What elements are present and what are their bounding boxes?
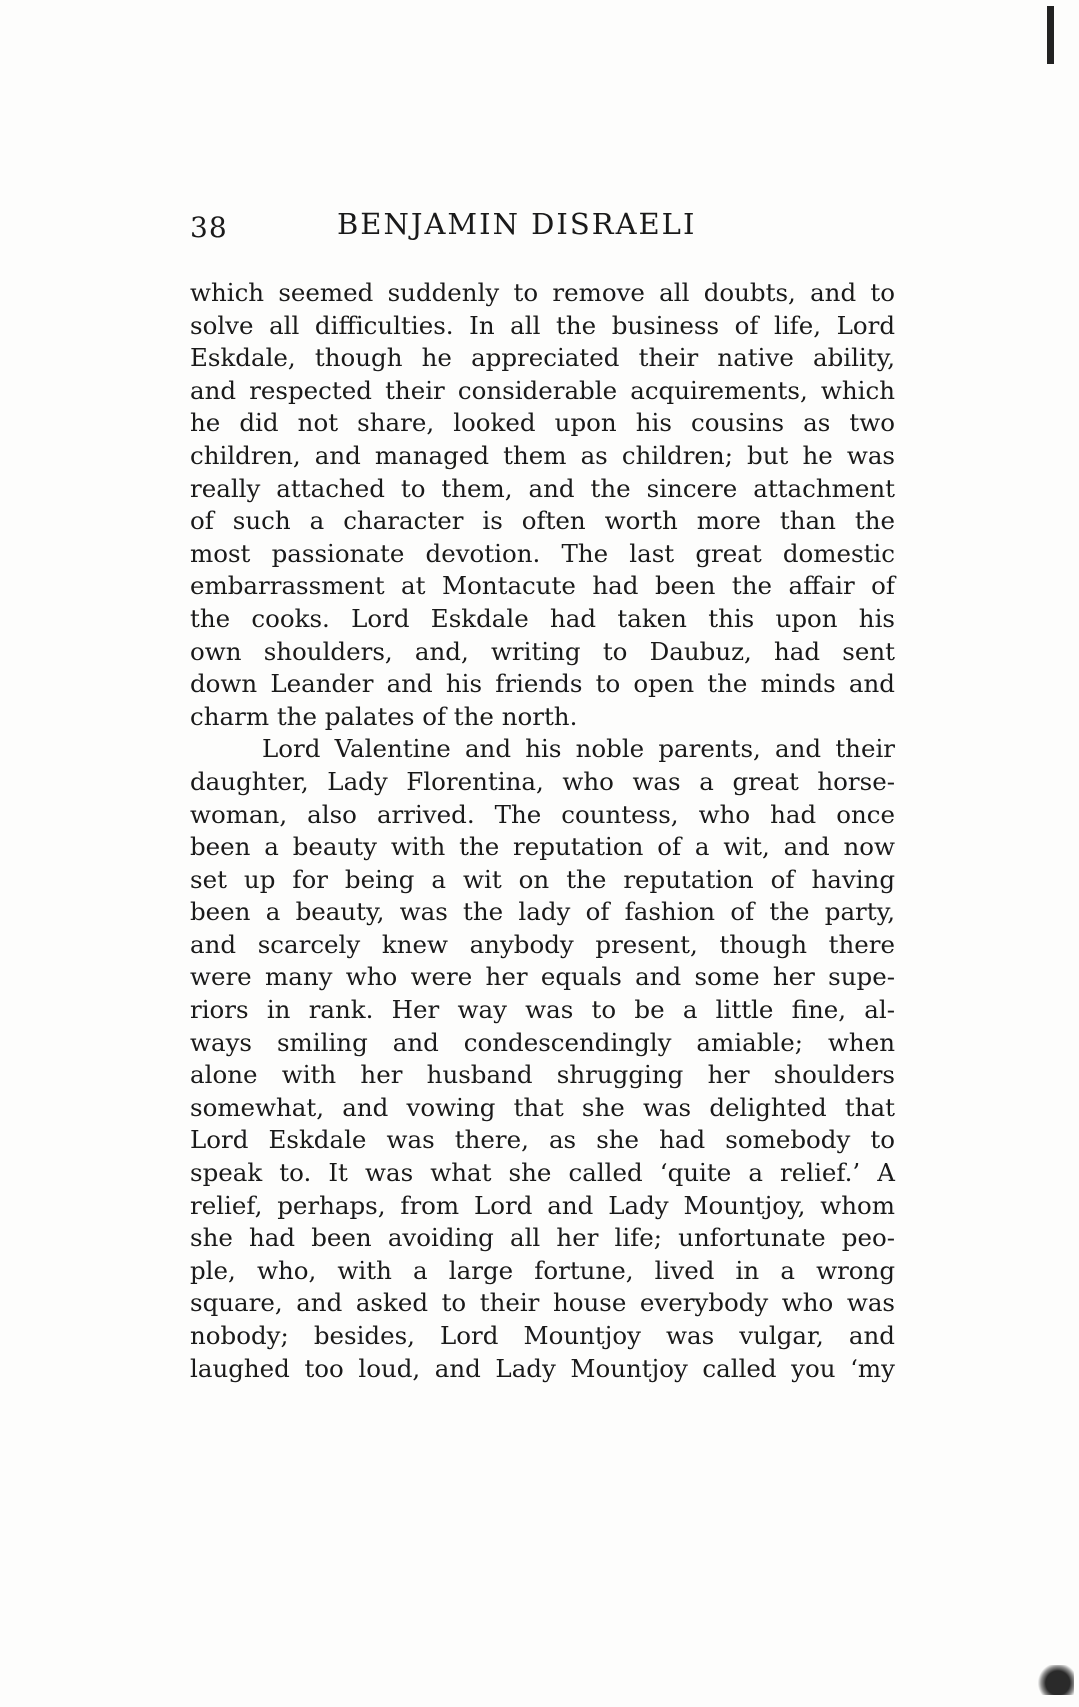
text-line: down Leander and his friends to open the minds and [190, 669, 895, 699]
text-line: ple, who, with a large fortune, lived in a wrong [190, 1255, 895, 1285]
text-line: he did not share, looked upon his cousins as two [190, 408, 895, 438]
text-line: which seemed suddenly to remove all doubts, and to [190, 278, 895, 307]
running-head [190, 207, 895, 247]
page-number: 38 [190, 211, 228, 244]
text-line: and scarcely knew anybody present, though there [190, 929, 895, 959]
text-line: been a beauty with the reputation of a wit, and now [190, 832, 895, 862]
running-title: BENJAMIN DISRAELI [337, 207, 697, 241]
text-line: she had been avoiding all her life; unfortunate peo- [190, 1223, 895, 1253]
text-line: nobody; besides, Lord Mountjoy was vulgar, and [190, 1321, 895, 1350]
text-line: riors in rank. Her way was to be a little fine, al- [190, 995, 895, 1025]
text-line: square, and asked to their house everybody who was [190, 1288, 895, 1318]
text-line: own shoulders, and, writing to Daubuz, had sent [190, 636, 895, 666]
text-line: alone with her husband shrugging her shoulders [190, 1060, 895, 1090]
text-line: somewhat, and vowing that she was delighted that [190, 1092, 895, 1122]
text-line: set up for being a wit on the reputation of having [190, 864, 895, 894]
text-line: children, and managed them as children; but he was [190, 440, 895, 470]
text-line: Eskdale, though he appreciated their native ability, [190, 343, 895, 373]
text-line: daughter, Lady Florentina, who was a great horse- [190, 766, 895, 796]
text-line: solve all difficulties. In all the business of life, Lord [190, 310, 895, 340]
paragraph-end-line: charm the palates of the north. [190, 701, 578, 731]
scan-edge-mark [1047, 6, 1054, 64]
text-line: relief, perhaps, from Lord and Lady Mountjoy, whom [190, 1190, 895, 1220]
body-text [190, 277, 895, 1385]
text-line: ways smiling and condescendingly amiable; when [190, 1027, 895, 1057]
paragraph-start-line: Lord Valentine and his noble parents, and their [262, 734, 895, 764]
text-line: speak to. It was what she called ‘quite a relief.’ A [190, 1158, 895, 1188]
text-line: the cooks. Lord Eskdale had taken this upon his [190, 603, 895, 633]
text-line: really attached to them, and the sincere attachment [190, 473, 895, 503]
text-line: laughed too loud, and Lady Mountjoy called you ‘my [190, 1353, 895, 1383]
text-line: embarrassment at Montacute had been the affair of [190, 571, 895, 601]
ink-blot [1038, 1665, 1074, 1695]
text-line: of such a character is often worth more than the [190, 506, 895, 536]
text-line: and respected their considerable acquirements, which [190, 375, 895, 405]
text-line: were many who were her equals and some her supe- [190, 962, 895, 992]
text-line: been a beauty, was the lady of fashion of the party, [190, 897, 895, 927]
text-line: Lord Eskdale was there, as she had somebody to [190, 1125, 895, 1155]
text-line: most passionate devotion. The last great domestic [190, 538, 895, 568]
text-line: woman, also arrived. The countess, who had once [190, 799, 895, 829]
